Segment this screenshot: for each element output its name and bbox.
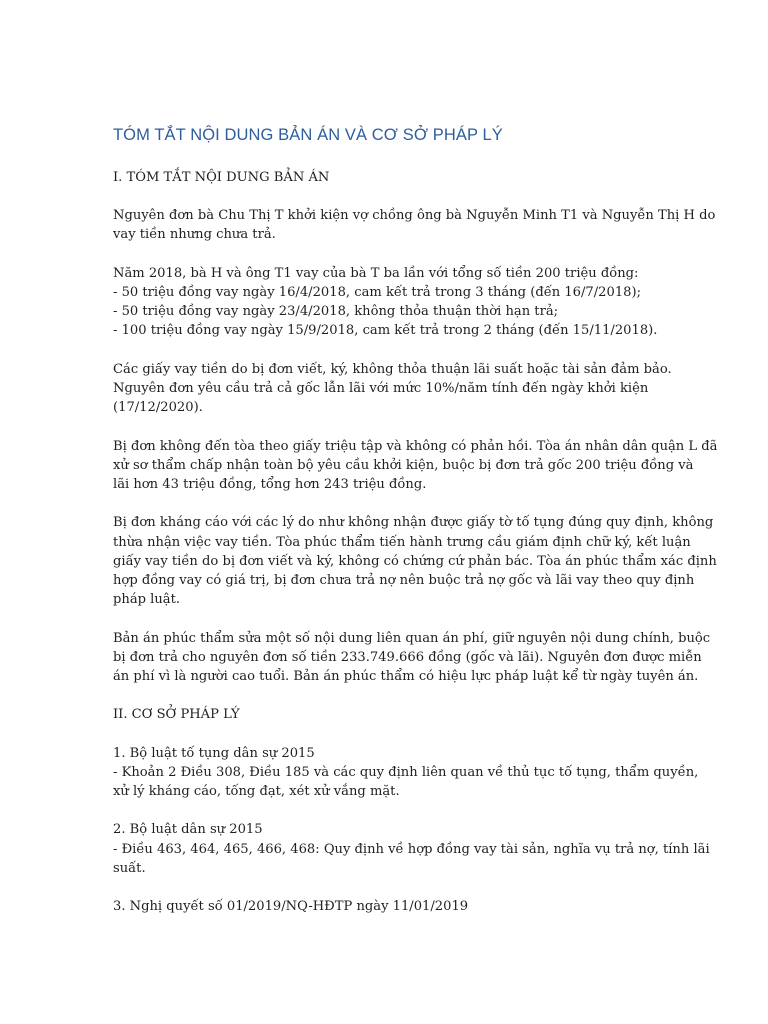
list-item: - Điều 463, 464, 465, 466, 468: Quy định về hợp đồng vay tài sản, nghĩa vụ trả nợ, tính lãi [113,841,710,857]
paragraph-appeal-judgment [113,629,711,687]
text-line: lãi hơn 43 triệu đồng, tổng hơn 243 triệu đồng. [113,477,427,492]
paragraph-loan-documents [113,360,672,418]
document-body [113,124,718,936]
paragraph-loan-details [113,264,658,341]
text-line: Nguyên đơn yêu cầu trả cả gốc lẫn lãi với mức 10%/năm tính đến ngày khởi kiện [113,381,649,396]
text-line: vay tiền nhưng chưa trả. [113,227,276,243]
list-item: - 50 triệu đồng vay ngày 23/4/2018, không thỏa thuận thời hạn trả; [113,304,559,320]
section-heading-summary: I. TÓM TẮT NỘI DUNG BẢN ÁN [113,170,330,185]
text-line: Bản án phúc thẩm sửa một số nội dung liên quan án phí, giữ nguyên nội dung chính, buộc [113,630,711,646]
section-heading-legal-basis: II. CƠ SỞ PHÁP LÝ [113,707,240,723]
text-line: thừa nhận việc vay tiền. Tòa phúc thẩm tiến hành trưng cầu giám định chữ ký, kết luận [113,534,691,550]
text-line: 2. Bộ luật dân sự 2015 [113,822,263,838]
legal-basis-resolution [113,897,658,916]
list-item: - 100 triệu đồng vay ngày 15/9/2018, cam kết trả trong 2 tháng (đến 15/11/2018). [113,323,658,339]
text-line: Các giấy vay tiền do bị đơn viết, ký, không thỏa thuận lãi suất hoặc tài sản đảm bảo. [113,361,672,377]
text-line: 1. Bộ luật tố tụng dân sự 2015 [113,745,315,761]
text-line: bị đơn trả cho nguyên đơn số tiền 233.749.666 đồng (gốc và lãi). Nguyên đơn được miễn [113,649,702,665]
text-line: Bị đơn không đến tòa theo giấy triệu tập và không có phản hồi. Tòa án nhân dân quận L đã [113,438,718,454]
text-line: 3. Nghị quyết số 01/2019/NQ-HĐTP ngày 11/01/2019 [113,899,469,915]
paragraph-first-instance [113,437,718,495]
text-line: hợp đồng vay có giá trị, bị đơn chưa trả nợ nên buộc trả nợ gốc và lãi vay theo quy định [113,573,695,588]
text-line: Bị đơn kháng cáo với các lý do như không nhận được giấy tờ tố tụng đúng quy định, không [113,515,714,531]
list-item: - 50 triệu đồng vay ngày 16/4/2018, cam kết trả trong 3 tháng (đến 16/7/2018); [113,285,642,300]
text-line: Năm 2018, bà H và ông T1 vay của bà T ba lần với tổng số tiền 200 triệu đồng: [113,265,639,281]
text-line: xử lý kháng cáo, tống đạt, xét xử vắng mặt. [113,784,400,799]
legal-basis-civil-code [113,820,710,878]
text-line: án phí vì là người cao tuổi. Bản án phúc thẩm có hiệu lực pháp luật kể từ ngày tuyên án. [113,669,699,684]
text-line: suất. [113,860,146,876]
text-line: Nguyên đơn bà Chu Thị T khởi kiện vợ chồng ông bà Nguyễn Minh T1 và Nguyễn Thị H do [113,208,716,224]
list-item: - Khoản 2 Điều 308, Điều 185 và các quy định liên quan về thủ tục tố tụng, thẩm quyền, [113,764,699,780]
text-line: giấy vay tiền do bị đơn viết và ký, không có chứng cứ phản bác. Tòa án phúc thẩm xác định [113,553,717,569]
text-line: pháp luật. [113,592,181,608]
paragraph-appeal [113,513,717,609]
text-line: (17/12/2020). [113,400,203,416]
paragraph-plaintiff-claim [113,206,716,244]
document-title: TÓM TẮT NỘI DUNG BẢN ÁN VÀ CƠ SỞ PHÁP LÝ [113,126,503,144]
text-line: xử sơ thẩm chấp nhận toàn bộ yêu cầu khởi kiện, buộc bị đơn trả gốc 200 triệu đồng và [113,457,694,473]
legal-basis-civil-procedure [113,744,699,802]
